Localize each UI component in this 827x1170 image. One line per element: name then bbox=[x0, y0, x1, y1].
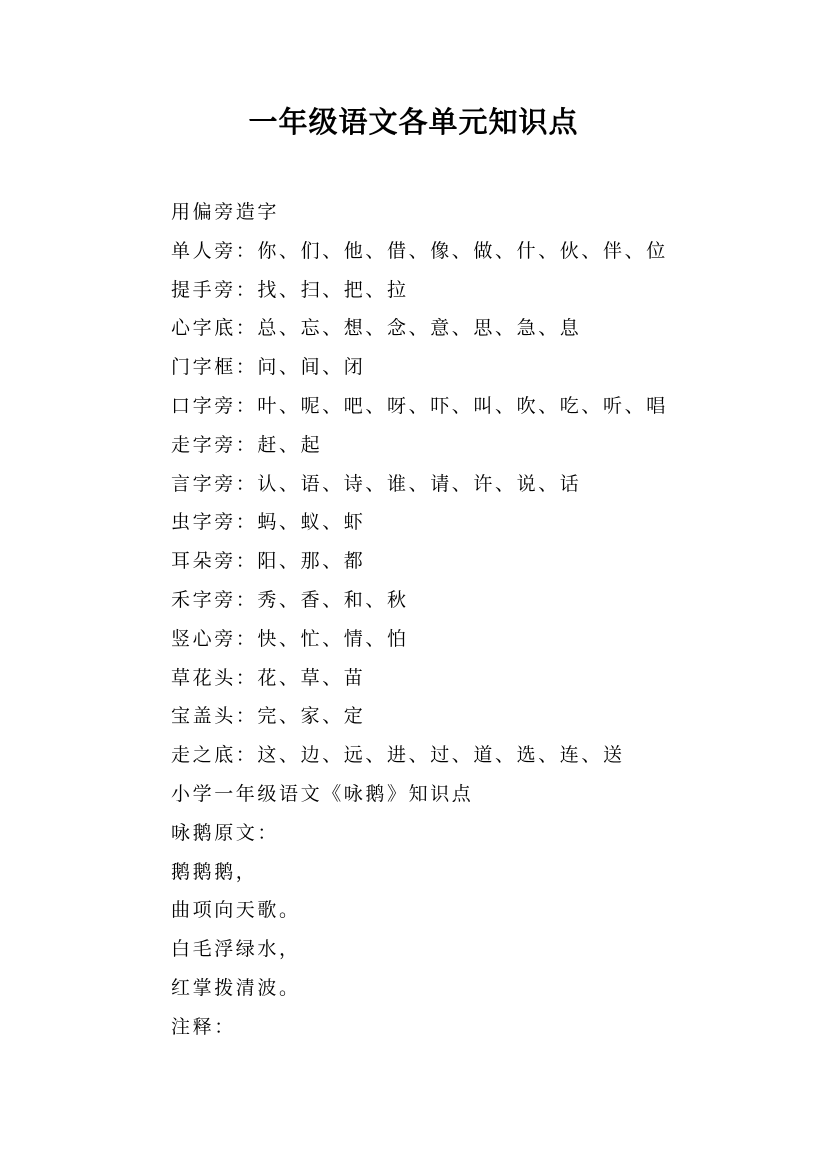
poem-line-1: 鹅鹅鹅， bbox=[171, 860, 258, 883]
document-title: 一年级语文各单元知识点 bbox=[248, 105, 579, 139]
text-line-kou-zi-pang: 口字旁：叶、呢、吧、呀、吓、叫、吹、吃、听、唱 bbox=[171, 394, 668, 417]
text-line-radical-heading: 用偏旁造字 bbox=[171, 201, 280, 223]
text-line-zou-zi-pang: 走字旁：赶、起 bbox=[171, 433, 323, 456]
text-line-cao-hua-tou: 草花头：花、草、苗 bbox=[171, 666, 366, 689]
poem-line-2: 曲项向天歌。 bbox=[171, 899, 301, 922]
text-line-men-zi-kuang: 门字框：问、间、闭 bbox=[171, 356, 366, 379]
text-line-notes-label: 注释： bbox=[171, 1015, 236, 1038]
text-line-dan-ren-pang: 单人旁：你、们、他、借、像、做、什、伙、伴、位 bbox=[171, 239, 668, 262]
text-line-yan-zi-pang: 言字旁：认、语、诗、谁、请、许、说、话 bbox=[171, 472, 582, 495]
document-body bbox=[171, 193, 791, 1047]
text-line-chong-zi-pang: 虫字旁：蚂、蚁、虾 bbox=[171, 511, 366, 534]
text-line-shu-xin-pang: 竖心旁：快、忙、情、怕 bbox=[171, 627, 409, 650]
text-line-xin-zi-di: 心字底：总、忘、想、念、意、思、急、息 bbox=[171, 317, 582, 340]
section-heading-yong-e: 小学一年级语文《咏鹅》知识点 bbox=[171, 782, 474, 805]
text-line-ti-shou-pang: 提手旁：找、扫、把、拉 bbox=[171, 278, 409, 301]
text-line-he-zi-pang: 禾字旁：秀、香、和、秋 bbox=[171, 588, 409, 611]
poem-line-3: 白毛浮绿水， bbox=[171, 938, 301, 961]
text-line-bao-gai-tou: 宝盖头：完、家、定 bbox=[171, 705, 366, 728]
text-line-poem-original-label: 咏鹅原文： bbox=[171, 821, 280, 844]
text-line-zou-zhi-di: 走之底：这、边、远、进、过、道、选、连、送 bbox=[171, 744, 625, 767]
text-line-er-duo-pang: 耳朵旁：阳、那、都 bbox=[171, 550, 366, 573]
poem-line-4: 红掌拨清波。 bbox=[171, 976, 301, 999]
